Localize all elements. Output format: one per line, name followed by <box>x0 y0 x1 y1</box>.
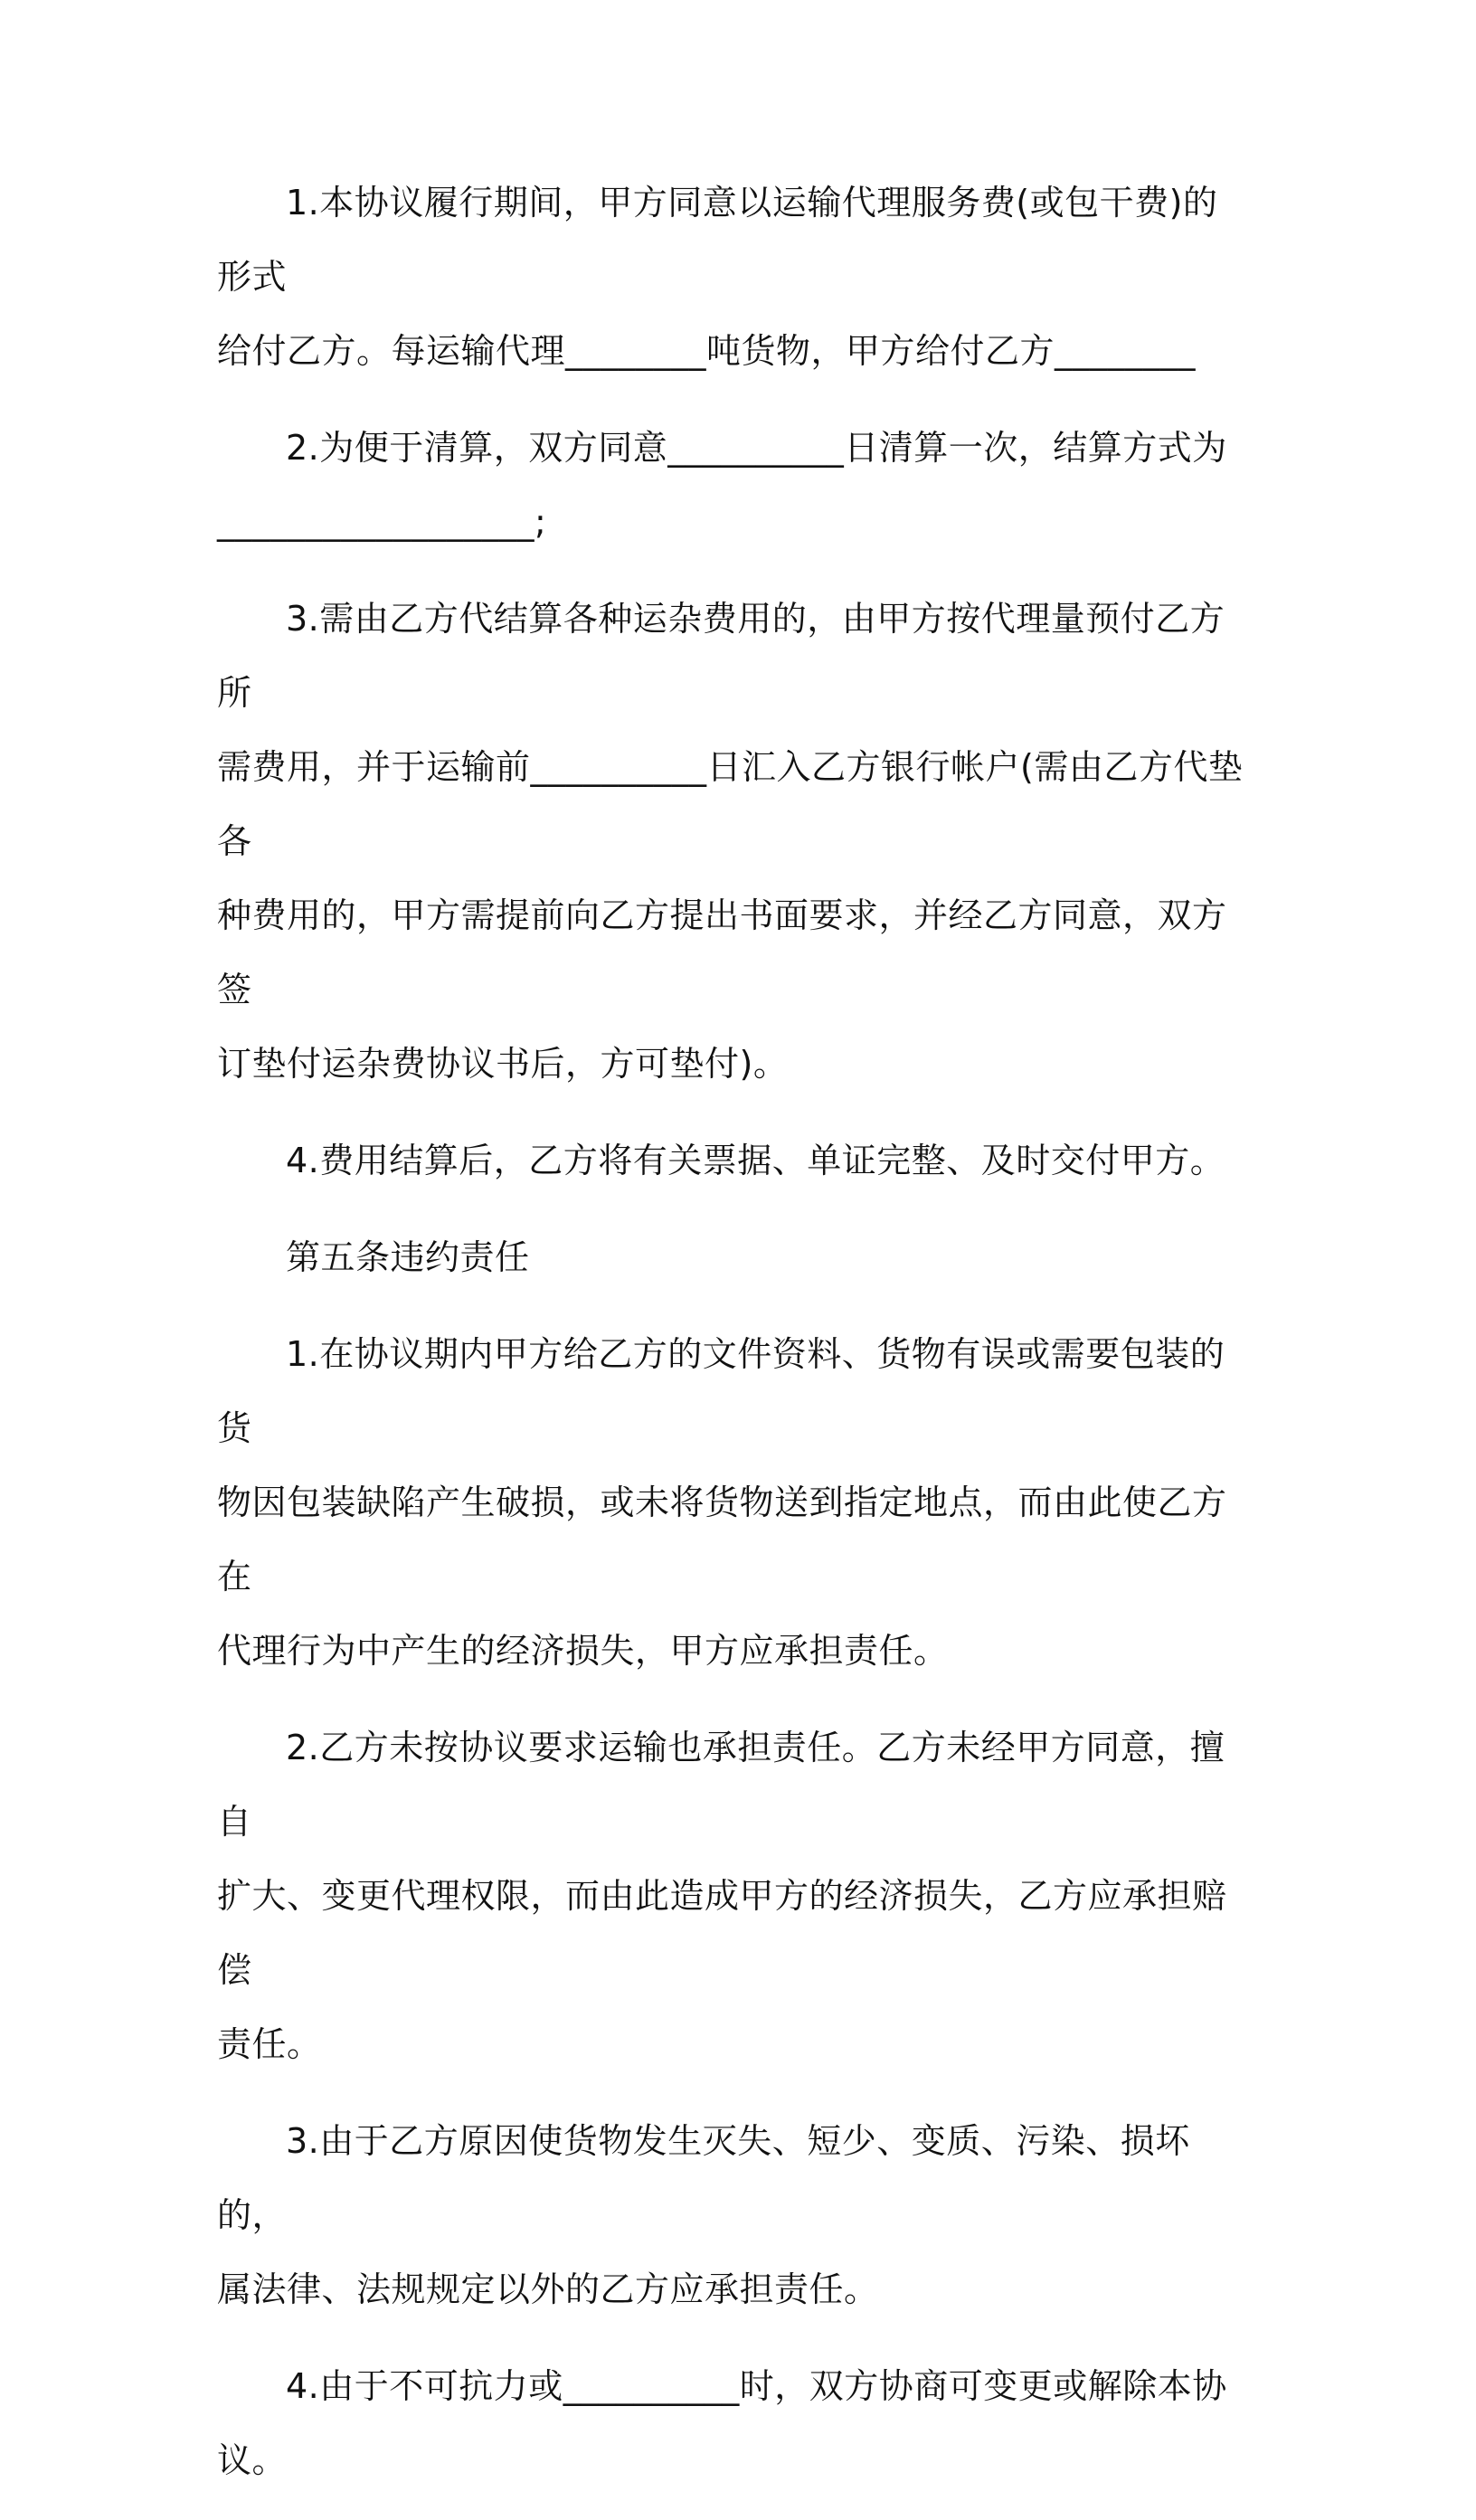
section-heading: 第五条违约责任 <box>286 1237 530 1277</box>
text-line: 2.乙方未按协议要求运输也承担责任。乙方未经甲方同意，擅自 <box>217 1728 1225 1842</box>
payment-clause-1 <box>217 166 1248 388</box>
text-line: 订垫付运杂费协议书后，方可垫付)。 <box>217 1044 789 1084</box>
text-line: 物因包装缺陷产生破损，或未将货物送到指定地点，而由此使乙方在 <box>217 1483 1227 1596</box>
text-line: 代理行为中产生的经济损失，甲方应承担责任。 <box>217 1631 949 1671</box>
text-line: 1.本协议履行期间，甲方同意以运输代理服务费(或包干费)的形式 <box>217 183 1218 297</box>
text-line: 2.为便于清算，双方同意__________日清算一次，结算方式为 <box>286 428 1227 468</box>
payment-clause-2 <box>217 411 1248 559</box>
text-line: __________________; <box>217 502 547 542</box>
text-line: 扩大、变更代理权限，而由此造成甲方的经济损失，乙方应承担赔偿 <box>217 1876 1227 1990</box>
liability-clause-1 <box>217 1317 1248 1688</box>
liability-clause-4 <box>217 2349 1248 2497</box>
text-line: 责任。 <box>217 2024 322 2064</box>
text-line: 1.在协议期内甲方给乙方的文件资料、货物有误或需要包装的货 <box>217 1334 1225 1448</box>
liability-clause-2 <box>217 1710 1248 2081</box>
text-line: 属法律、法规规定以外的乙方应承担责任。 <box>217 2269 879 2309</box>
text-line: 4.费用结算后，乙方将有关票据、单证完整、及时交付甲方。 <box>286 1141 1225 1180</box>
document-body <box>217 166 1248 2520</box>
text-line: 需费用，并于运输前__________日汇入乙方银行帐户(需由乙方代垫各 <box>217 747 1244 861</box>
text-line: 3.由于乙方原因使货物发生灭失、短少、变质、污染、损坏的， <box>217 2121 1190 2235</box>
text-line: 种费用的，甲方需提前向乙方提出书面要求，并经乙方同意，双方签 <box>217 895 1227 1009</box>
liability-clause-3 <box>217 2104 1248 2326</box>
payment-clause-4 <box>217 1123 1248 1198</box>
text-line: 4.由于不可抗力或__________时，双方协商可变更或解除本协议。 <box>217 2366 1227 2480</box>
payment-clause-3 <box>217 582 1248 1101</box>
text-line: 3.需由乙方代结算各种运杂费用的，由甲方按代理量预付乙方所 <box>217 599 1225 713</box>
text-line: 给付乙方。每运输代理________吨货物，甲方给付乙方________ <box>217 331 1197 371</box>
